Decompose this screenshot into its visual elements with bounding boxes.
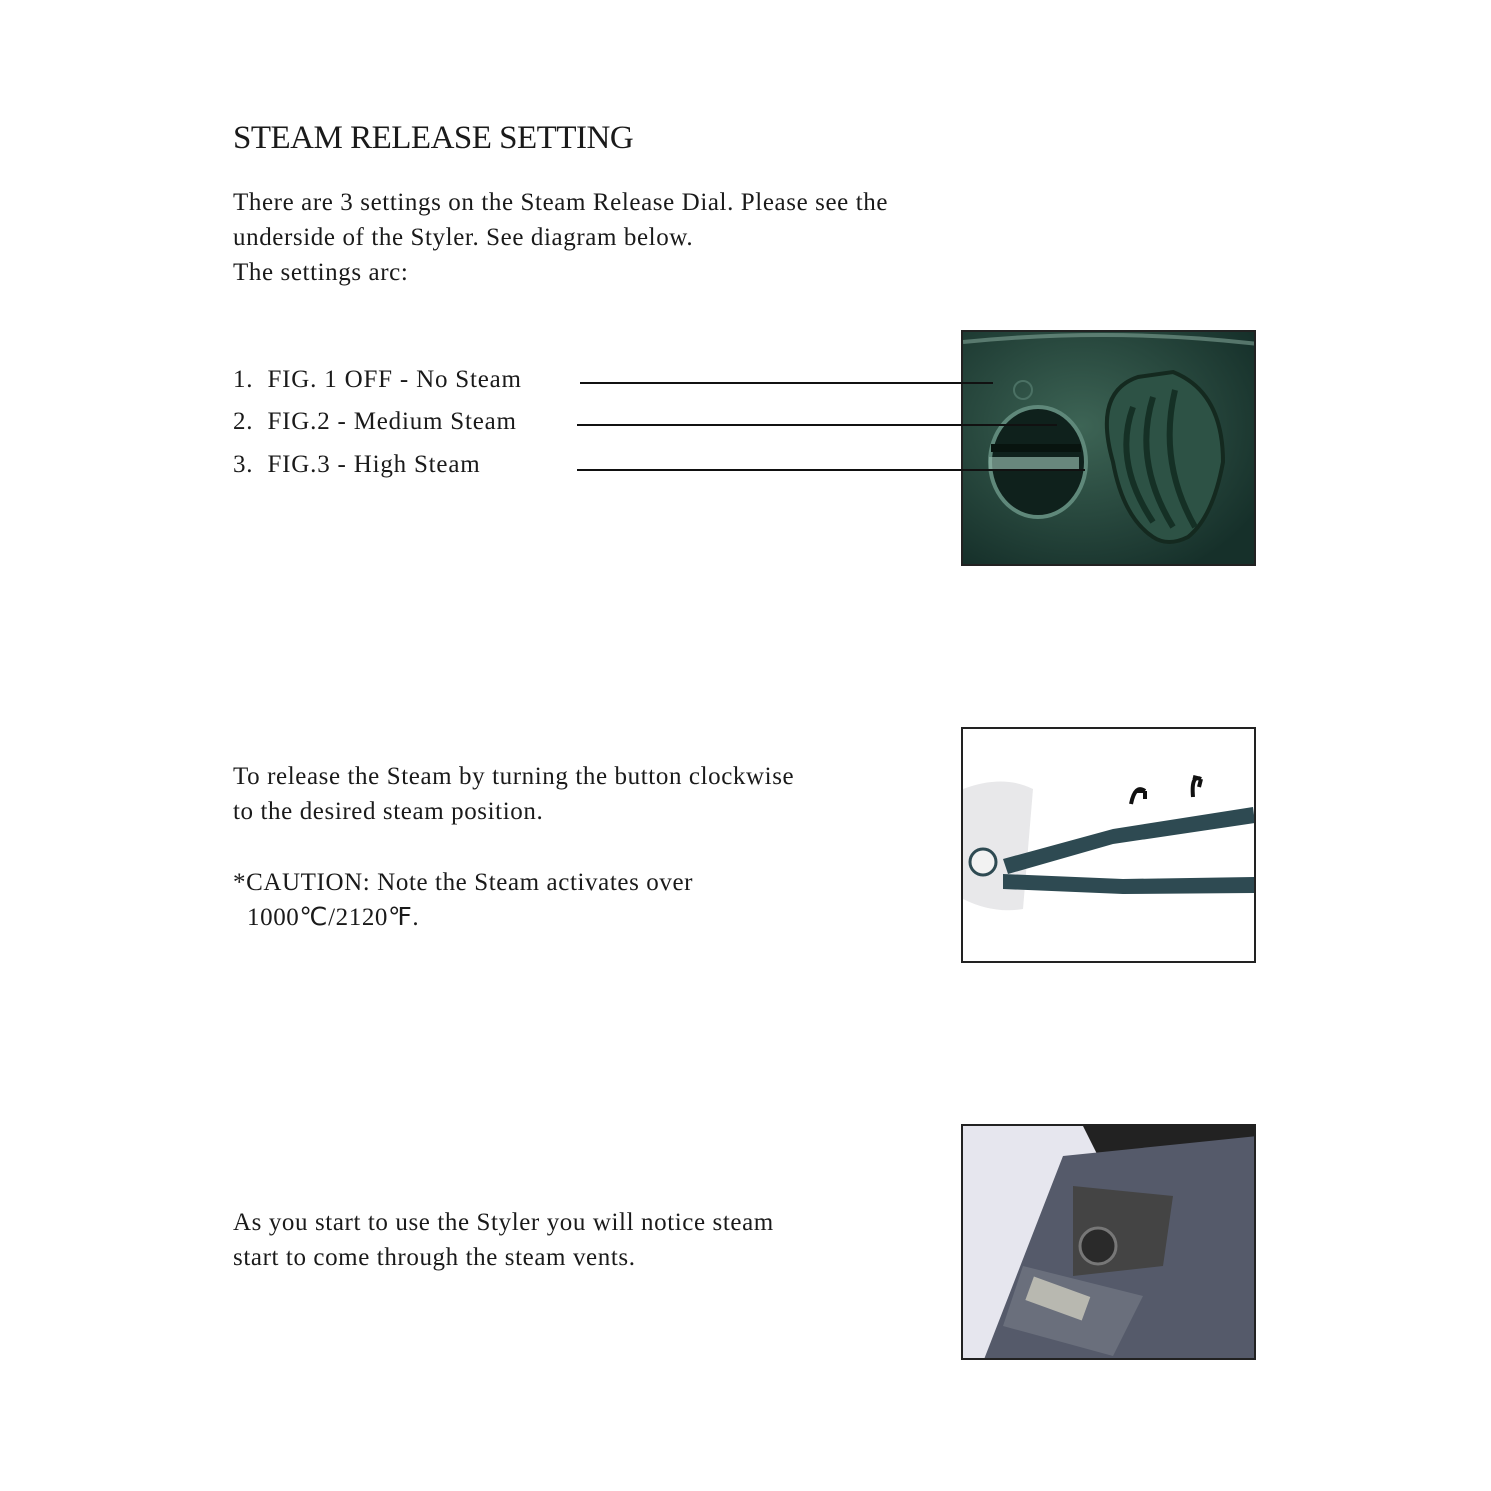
usage-line: As you start to use the Styler you will notice steam: [233, 1209, 774, 1236]
release-paragraph: [233, 759, 794, 829]
pointer-line-1: [580, 382, 993, 384]
setting-number: 2.: [233, 408, 254, 435]
steam-dial-photo: [961, 330, 1256, 566]
setting-label: FIG. 1 OFF - No Steam: [267, 366, 522, 393]
caution-line: *CAUTION: Note the Steam activates over: [233, 869, 694, 896]
setting-number: 3.: [233, 451, 254, 478]
release-line: To release the Steam by turning the button clockwise: [233, 763, 795, 790]
intro-paragraph: [233, 185, 888, 290]
styler-turning-photo: [961, 727, 1256, 963]
pointer-line-3: [577, 469, 1085, 471]
setting-item-3: [233, 451, 480, 479]
pointer-line-2: [577, 424, 1057, 426]
setting-item-1: [233, 366, 522, 394]
setting-label: FIG.3 - High Steam: [267, 451, 481, 478]
setting-item-2: [233, 408, 517, 436]
intro-line: The settings arc:: [233, 259, 409, 286]
intro-line: There are 3 settings on the Steam Release Dial. Please see the: [233, 189, 889, 216]
setting-label: FIG.2 - Medium Steam: [267, 408, 517, 435]
usage-line: start to come through the steam vents.: [233, 1244, 636, 1271]
page-title: STEAM RELEASE SETTING: [233, 120, 634, 156]
steam-vents-photo: [961, 1124, 1256, 1360]
caution-paragraph: [233, 865, 693, 935]
setting-number: 1.: [233, 366, 254, 393]
release-line: to the desired steam position.: [233, 798, 544, 825]
intro-line: underside of the Styler. See diagram below.: [233, 224, 694, 251]
caution-temperature: 1000℃/2120℉.: [247, 904, 420, 931]
usage-paragraph: [233, 1205, 774, 1275]
